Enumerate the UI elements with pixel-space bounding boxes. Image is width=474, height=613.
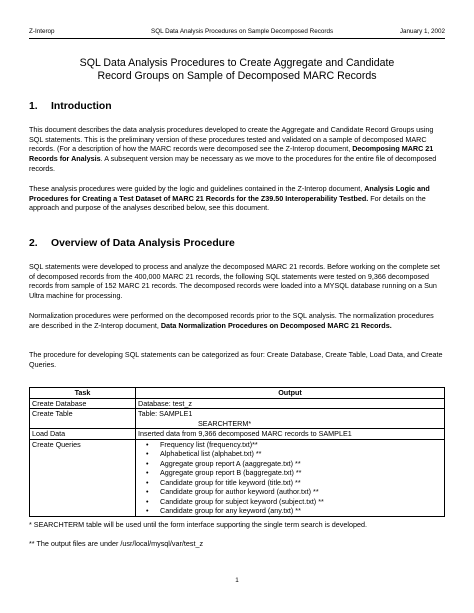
text-run: For details on the approach and purpose of the analyses described below, see this document. [29,193,426,213]
section-number: 1. [29,101,38,112]
list-item: • Aggregate group report B (baggregate.txt) ** [144,468,442,478]
text-run: . A subsequent version may be necessary as we move to the procedures for the entire file of decomposed records. [29,154,437,173]
list-item: • Alphabetical list (alphabet.txt) ** [144,449,442,459]
document-reference: Data Normalization Procedures on Decomposed MARC 21 Records. [160,320,392,330]
section-title: Introduction [51,101,112,112]
section-number: 2. [29,238,38,249]
intro-paragraph-2 [29,184,445,213]
page-header [29,27,445,39]
footnote-searchterm: * SEARCHTERM table will be used until the form interface supporting the single term search is developed. [29,520,367,529]
section-heading-introduction [29,101,112,112]
section-heading-overview [29,238,235,249]
list-item: • Frequency list (frequency.txt)** [144,440,442,450]
page-number: 1 [235,577,239,584]
table-row [30,398,445,409]
section-title: Overview of Data Analysis Procedure [51,238,235,249]
list-item: • Aggregate group report A (aaggregate.txt) ** [144,459,442,469]
column-header-task: Task [30,388,136,399]
column-header-output: Output [136,388,445,399]
text-run: These analysis procedures were guided by the logic and guidelines contained in the Z-Interop document, [29,184,365,193]
overview-paragraph-2 [29,311,445,330]
task-cell: Create Table [30,409,136,429]
footnote-output-path: ** The output files are under /usr/local/mysql/var/test_z [29,539,204,548]
list-item: • Candidate group for title keyword (title.txt) ** [144,478,442,488]
overview-paragraph-3: The procedure for developing SQL statements can be categorized as four: Create Database, Create Table, Load Data, and Create Queries. [29,350,443,369]
output-line: Table: SAMPLE1 [138,409,193,418]
procedure-table [29,387,445,517]
header-center: SQL Data Analysis Procedures on Sample Decomposed Records [151,28,334,35]
overview-paragraph-1: SQL statements were developed to process and analyze the decomposed MARC 21 records. Before working on the complete set of decomposed records from the 400,000 MARC 21 records, the following SQL statements were tested on 9,366 decomposed records from sample of 152 MARC 21 records. The decomposed records were loaded into a MYSQL database running on a Sun Ultra machine for processing. [29,262,440,301]
output-line: SEARCHTERM* [198,418,252,428]
document-reference: Analysis Logic and Procedures for Creating a Test Dataset of MARC 21 Records for the Z39.50 Interoperability Testbed. [29,184,430,203]
title-line-1: SQL Data Analysis Procedures to Create Aggregate and Candidate [79,57,395,69]
output-cell [136,439,445,516]
task-cell: Create Queries [30,439,136,516]
table-row [30,409,445,429]
output-cell: Database: test_z [136,398,445,409]
query-output-list [138,440,442,516]
table-row [30,439,445,516]
table-row [30,429,445,440]
list-item: • Candidate group for any keyword (any.txt) ** [144,506,442,516]
document-reference: Decomposing MARC 21 Records for Analysis [29,144,434,164]
task-cell: Load Data [30,429,136,440]
text-run: This document describes the data analysis procedures developed to create the Aggregate and Candidate Record Groups using SQL statements. This is the preliminary version of these procedures tested and validated on a sample of decomposed MARC records. (For a description of how the MARC records were decomposed see the Z-Interop document, [29,125,434,154]
title-line-2: Record Groups on Sample of Decomposed MARC Records [97,70,377,82]
output-cell [136,409,445,429]
list-item: • Candidate group for author keyword (author.txt) ** [144,487,442,497]
task-cell: Create Database [30,398,136,409]
list-item: • Candidate group for subject keyword (subject.txt) ** [144,497,442,507]
table-header-row [30,388,445,399]
header-left: Z-Interop [29,28,55,35]
header-date: January 1, 2002 [399,28,445,35]
intro-paragraph-1 [29,125,445,174]
output-cell: Inserted data from 9,366 decomposed MARC records to SAMPLE1 [136,429,445,440]
document-title [29,57,445,83]
text-run: Normalization procedures were performed on the decomposed records prior to the SQL analysis. The normalization procedures are described in the Z-Interop document, [29,311,434,330]
